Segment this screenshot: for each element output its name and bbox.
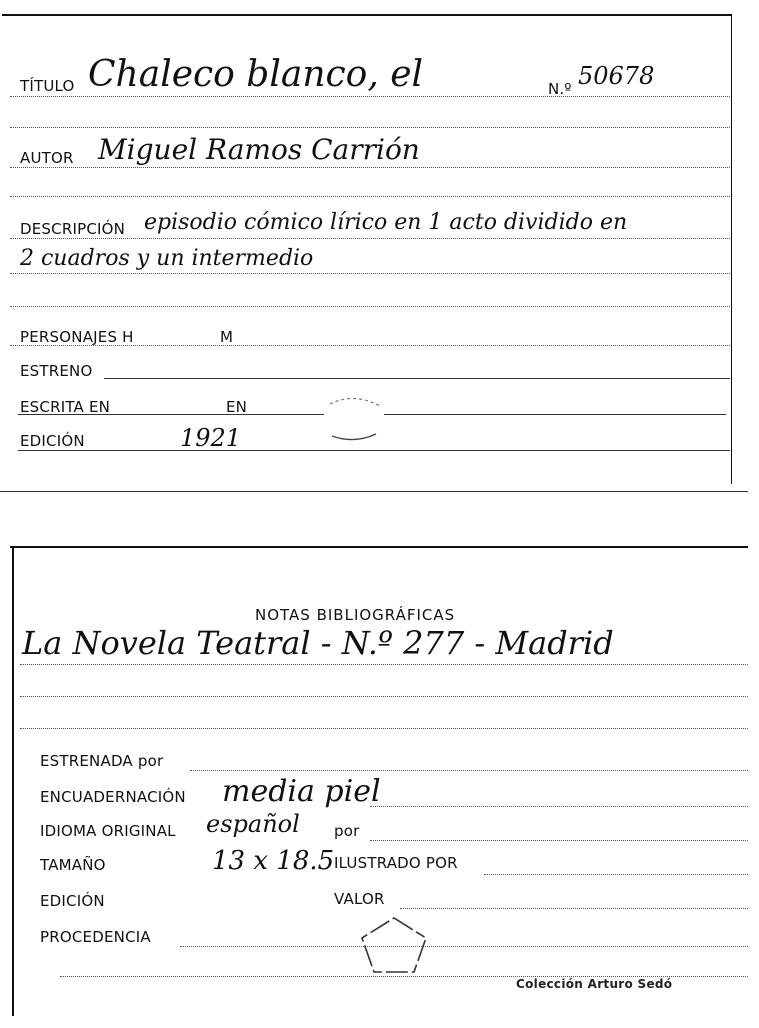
escrita-en-rule — [18, 414, 324, 415]
titulo-value: Chaleco blanco, el — [88, 54, 424, 95]
procedencia-label: PROCEDENCIA — [40, 928, 151, 946]
descripcion-line-1: episodio cómico lírico en 1 acto dividido en — [144, 210, 628, 235]
catalog-card-back — [0, 540, 759, 1028]
titulo-label: TÍTULO — [20, 77, 75, 95]
en-rule — [384, 414, 726, 415]
estrenada-label: ESTRENADA por — [40, 752, 164, 770]
descripcion-rule-2 — [10, 273, 730, 274]
personajes-rule — [10, 345, 730, 346]
descripcion-rule-1 — [10, 238, 730, 239]
pentagon-stamp-mark — [356, 912, 432, 978]
ilustrado-label: ILUSTRADO POR — [334, 854, 458, 872]
blank-rule-2 — [10, 196, 730, 197]
tamano-value: 13 x 18.5 — [212, 846, 335, 876]
card-top-edge — [2, 14, 732, 16]
coleccion-credit: Colección Arturo Sedó — [516, 977, 673, 991]
estreno-label: ESTRENO — [20, 362, 93, 380]
idioma-value: español — [206, 810, 300, 838]
edicion-value: 1921 — [180, 424, 242, 452]
m-label: M — [220, 328, 234, 346]
ilustrado-rule — [484, 874, 748, 875]
numero-label: N.º — [548, 80, 572, 98]
edicion-rule — [18, 450, 730, 451]
blank-rule-1 — [10, 127, 730, 128]
por-label: por — [334, 822, 360, 840]
personajes-label: PERSONAJES H — [20, 328, 134, 346]
descripcion-label: DESCRIPCIÓN — [20, 220, 126, 238]
notas-rule-1 — [20, 664, 748, 665]
autor-rule — [10, 167, 730, 168]
edicion-label: EDICIÓN — [20, 432, 85, 450]
en-label: EN — [226, 398, 248, 416]
notas-value: La Novela Teatral - N.º 277 - Madrid — [22, 624, 614, 662]
procedencia-rule — [180, 946, 748, 947]
encuadernacion-rule — [370, 806, 748, 807]
numero-value: 50678 — [578, 62, 655, 90]
card-right-edge — [731, 14, 732, 484]
faint-stamp-mark — [322, 390, 386, 446]
escrita-en-label: ESCRITA EN — [20, 398, 111, 416]
autor-label: AUTOR — [20, 149, 74, 167]
catalog-card-front — [0, 0, 759, 492]
encuadernacion-value: media piel — [222, 774, 381, 809]
notas-rule-3 — [20, 728, 748, 729]
back-edicion-label: EDICIÓN — [40, 892, 105, 910]
estreno-rule — [104, 378, 730, 379]
notas-rule-2 — [20, 696, 748, 697]
card-bottom-edge — [0, 491, 748, 492]
idioma-rule — [370, 840, 748, 841]
titulo-rule — [10, 96, 730, 97]
idioma-label: IDIOMA ORIGINAL — [40, 822, 176, 840]
blank-rule-3 — [10, 306, 730, 307]
autor-value: Miguel Ramos Carrión — [98, 133, 420, 166]
valor-rule — [400, 908, 748, 909]
estrenada-rule — [190, 770, 748, 771]
tamano-label: TAMAÑO — [40, 856, 106, 874]
back-card-top-edge — [10, 546, 748, 548]
back-card-left-edge — [12, 546, 14, 1016]
notas-heading: NOTAS BIBLIOGRÁFICAS — [255, 606, 456, 624]
encuadernacion-label: ENCUADERNACIÓN — [40, 788, 186, 806]
valor-label: VALOR — [334, 890, 385, 908]
descripcion-line-2: 2 cuadros y un intermedio — [20, 246, 314, 271]
